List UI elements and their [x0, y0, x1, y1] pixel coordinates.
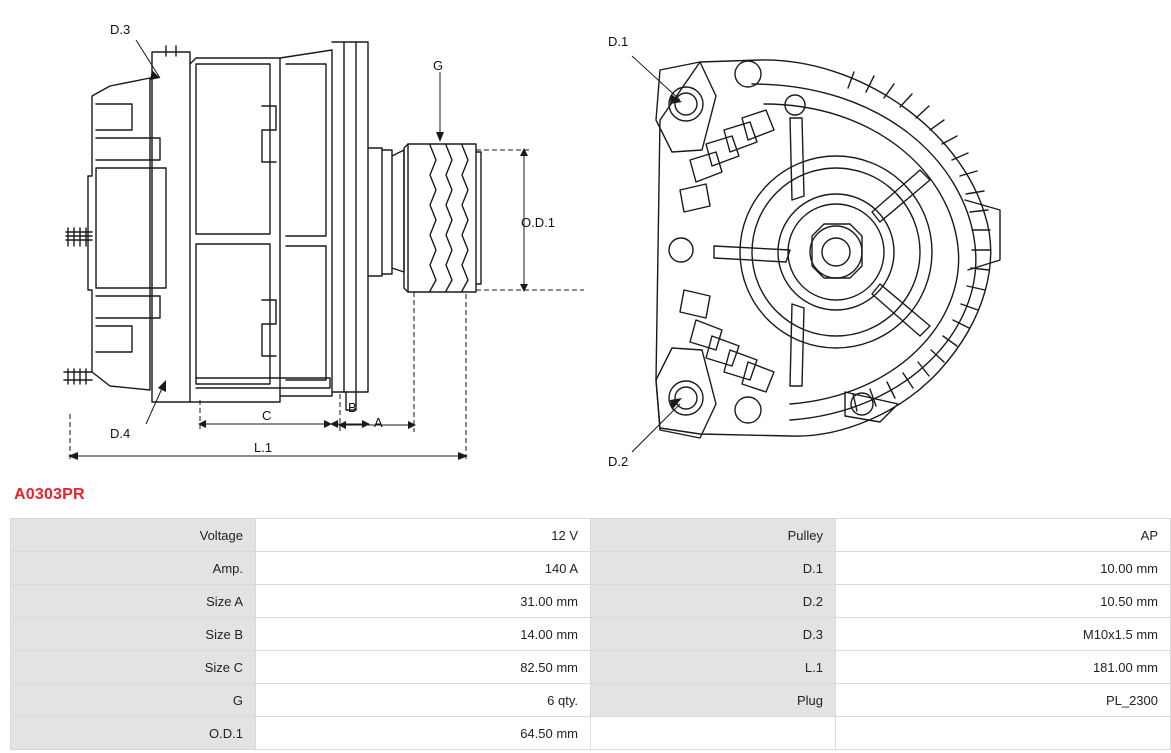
part-number: A0303PR [14, 486, 85, 503]
spec-value: 64.50 mm [256, 717, 591, 750]
label-b: B [348, 400, 357, 415]
label-l1: L.1 [254, 440, 273, 455]
label-od1: O.D.1 [521, 215, 555, 230]
spec-label: G [11, 684, 256, 717]
spec-label: D.1 [591, 552, 836, 585]
label-d2: D.2 [608, 454, 629, 469]
spec-label: D.2 [591, 585, 836, 618]
spec-label: Size C [11, 651, 256, 684]
spec-value: 31.00 mm [256, 585, 591, 618]
label-d1: D.1 [608, 34, 629, 49]
table-row [11, 552, 1171, 585]
spec-label: Pulley [591, 519, 836, 552]
spec-value: M10x1.5 mm [836, 618, 1171, 651]
table-row [11, 585, 1171, 618]
spec-empty-cell [836, 717, 1171, 750]
spec-label: D.3 [591, 618, 836, 651]
spec-value: 140 A [256, 552, 591, 585]
spec-value: 82.50 mm [256, 651, 591, 684]
spec-label: Size A [11, 585, 256, 618]
label-a: A [374, 415, 383, 430]
spec-value: 6 qty. [256, 684, 591, 717]
specs-table [10, 518, 1171, 750]
spec-value: 181.00 mm [836, 651, 1171, 684]
label-c: C [262, 408, 272, 423]
label-d4: D.4 [110, 426, 131, 441]
spec-label: L.1 [591, 651, 836, 684]
spec-value: AP [836, 519, 1171, 552]
table-row [11, 717, 1171, 750]
table-row [11, 651, 1171, 684]
label-g: G [433, 58, 444, 73]
table-row [11, 519, 1171, 552]
label-d3: D.3 [110, 22, 131, 37]
spec-value: 10.50 mm [836, 585, 1171, 618]
table-row [11, 618, 1171, 651]
spec-label: O.D.1 [11, 717, 256, 750]
spec-value: 12 V [256, 519, 591, 552]
spec-empty-cell [591, 717, 836, 750]
spec-value: 14.00 mm [256, 618, 591, 651]
spec-label: Plug [591, 684, 836, 717]
spec-value: PL_2300 [836, 684, 1171, 717]
spec-label: Voltage [11, 519, 256, 552]
spec-label: Amp. [11, 552, 256, 585]
spec-value: 10.00 mm [836, 552, 1171, 585]
table-row [11, 684, 1171, 717]
spec-label: Size B [11, 618, 256, 651]
